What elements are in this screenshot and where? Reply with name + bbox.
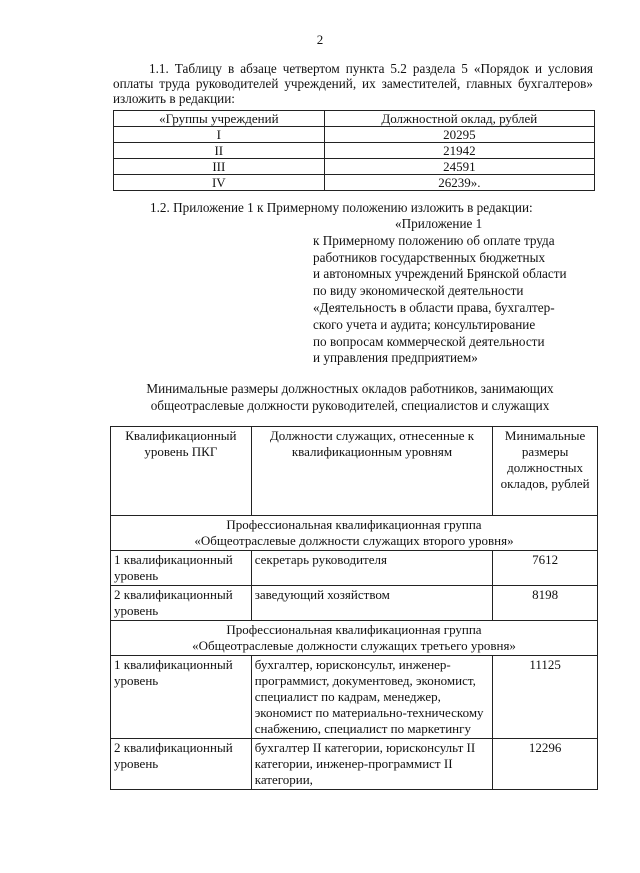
level-cell: 1 квалификационный уровень — [111, 551, 252, 586]
table-row — [111, 656, 598, 739]
appendix-line: и управления предприятием» — [313, 350, 478, 366]
table-row — [111, 586, 598, 621]
appendix-line: работников государственных бюджетных — [313, 249, 546, 265]
table-row — [114, 159, 595, 175]
appendix-line: по вопросам коммерческой деятельности — [313, 333, 545, 349]
salary-cell: 7612 — [493, 551, 598, 586]
appendix-line: по виду экономической деятельности — [313, 283, 524, 299]
group-title-line: Профессиональная квалификационная группа — [226, 622, 482, 637]
salary-cell: 26239». — [324, 175, 594, 191]
salary-cell: 21942 — [324, 143, 594, 159]
group-title-cell — [111, 516, 598, 551]
group-title-line: «Общеотраслевые должности служащих третьего уровня» — [192, 638, 516, 653]
group-title-cell — [111, 621, 598, 656]
header-salary: Минимальные размеры должностных окладов, рублей — [493, 427, 598, 516]
appendix-line: «Приложение 1 — [395, 216, 483, 231]
group-title-row — [111, 621, 598, 656]
salary-cell: 12296 — [493, 739, 598, 790]
table-row — [114, 175, 595, 191]
table-row — [111, 551, 598, 586]
positions-cell: бухгалтер, юрисконсульт, инженер-программист, документовед, экономист, специалист по кадрам, менеджер, экономист по материально-техническому снабжению, специалист по маркетингу — [251, 656, 492, 739]
positions-cell: заведующий хозяйством — [251, 586, 492, 621]
appendix-line: «Деятельность в области права, бухгалтер- — [313, 299, 555, 315]
salary-cell: 11125 — [493, 656, 598, 739]
table-row — [114, 127, 595, 143]
group-cell: IV — [114, 175, 325, 191]
appendix-block — [313, 216, 603, 367]
salary-cell: 24591 — [324, 159, 594, 175]
header-cell: Должностной оклад, рублей — [324, 111, 594, 127]
positions-cell: бухгалтер II категории, юрисконсульт II категории, инженер-программист II категории, — [251, 739, 492, 790]
group-cell: III — [114, 159, 325, 175]
table-header-row — [111, 427, 598, 516]
positions-table — [110, 426, 598, 790]
header-positions: Должности служащих, отнесенные к квалификационным уровням — [251, 427, 492, 516]
table-row — [114, 143, 595, 159]
page-number: 2 — [316, 32, 324, 47]
group-title-line: «Общеотраслевые должности служащих второго уровня» — [194, 533, 514, 548]
section-heading — [100, 380, 600, 414]
level-cell: 1 квалификационный уровень — [111, 656, 252, 739]
table-row — [111, 739, 598, 790]
appendix-line: к Примерному положению об оплате труда — [313, 232, 555, 248]
group-cell: I — [114, 127, 325, 143]
header-cell: «Группы учреждений — [114, 111, 325, 127]
group-title-line: Профессиональная квалификационная группа — [226, 517, 482, 532]
salary-table — [113, 110, 595, 191]
salary-cell: 20295 — [324, 127, 594, 143]
paragraph-1-1 — [113, 61, 593, 106]
level-cell: 2 квалификационный уровень — [111, 739, 252, 790]
level-cell: 2 квалификационный уровень — [111, 586, 252, 621]
salary-cell: 8198 — [493, 586, 598, 621]
group-title-row — [111, 516, 598, 551]
paragraph-1-1-text: 1.1. Таблицу в абзаце четвертом пункта 5.2 раздела 5 «Порядок и условия оплаты труда руководителей учреждений, их заместителей, главных бухгалтеров» изложить в редакции: — [113, 61, 593, 106]
appendix-line: и автономных учреждений Брянской области — [313, 266, 567, 282]
positions-cell: секретарь руководителя — [251, 551, 492, 586]
appendix-line: ского учета и аудита; консультирование — [313, 316, 536, 332]
paragraph-1-2: 1.2. Приложение 1 к Примерному положению изложить в редакции: — [150, 200, 533, 215]
heading-line: Минимальные размеры должностных окладов работников, занимающих — [146, 381, 554, 396]
heading-line: общеотраслевые должности руководителей, специалистов и служащих — [150, 398, 550, 413]
table-header-row — [114, 111, 595, 127]
group-cell: II — [114, 143, 325, 159]
header-level: Квалификационный уровень ПКГ — [111, 427, 252, 516]
